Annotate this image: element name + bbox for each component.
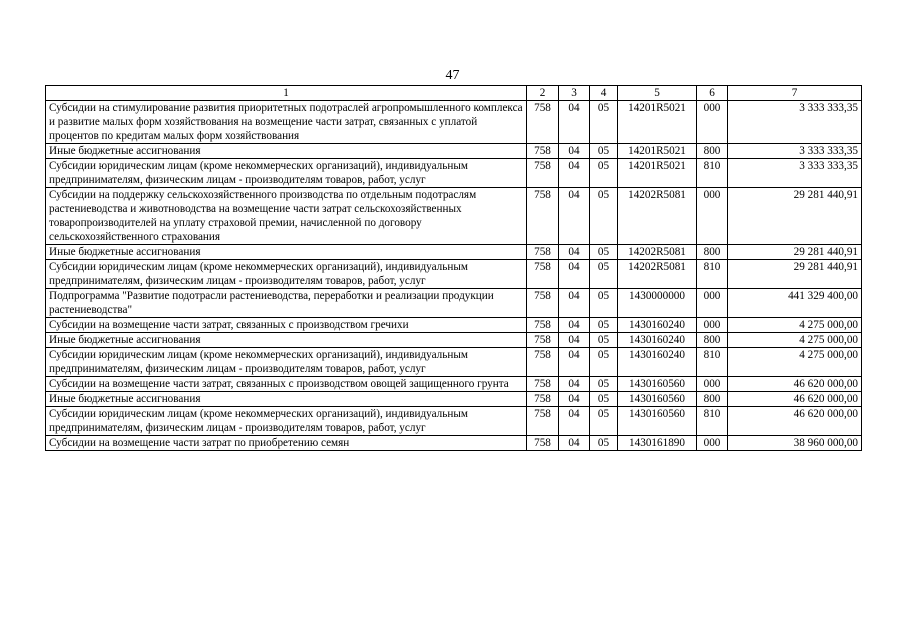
target-article-cell: 14201R5021 — [618, 101, 697, 144]
amount-cell: 3 333 333,35 — [728, 101, 862, 144]
table-row — [46, 436, 862, 451]
subsection-code-cell: 05 — [590, 333, 618, 348]
subsection-code-cell: 05 — [590, 392, 618, 407]
ministry-code-cell: 758 — [527, 144, 559, 159]
row-description: Иные бюджетные ассигнования — [46, 392, 527, 407]
subsection-code-cell: 05 — [590, 144, 618, 159]
amount-cell: 29 281 440,91 — [728, 188, 862, 245]
target-article-cell: 1430161890 — [618, 436, 697, 451]
table-row — [46, 245, 862, 260]
row-description: Субсидии юридическим лицам (кроме некоммерческих организаций), индивидуальным предпринимателям, физическим лицам - производителям товаров, работ, услуг — [46, 348, 527, 377]
section-code-cell: 04 — [559, 348, 590, 377]
amount-cell: 46 620 000,00 — [728, 407, 862, 436]
amount-cell: 441 329 400,00 — [728, 289, 862, 318]
expense-type-cell: 800 — [697, 245, 728, 260]
subsection-code-cell: 05 — [590, 260, 618, 289]
row-description: Подпрограмма "Развитие подотрасли растениеводства, переработки и реализации продукции растениеводства" — [46, 289, 527, 318]
section-code-cell: 04 — [559, 260, 590, 289]
section-code-cell: 04 — [559, 407, 590, 436]
ministry-code-cell: 758 — [527, 392, 559, 407]
table-row — [46, 392, 862, 407]
target-article-cell: 14201R5021 — [618, 144, 697, 159]
table-row — [46, 101, 862, 144]
target-article-cell: 14202R5081 — [618, 188, 697, 245]
target-article-cell: 1430160240 — [618, 318, 697, 333]
section-code-cell: 04 — [559, 377, 590, 392]
ministry-code-cell: 758 — [527, 188, 559, 245]
ministry-code-cell: 758 — [527, 245, 559, 260]
ministry-code-cell: 758 — [527, 101, 559, 144]
ministry-code-cell: 758 — [527, 289, 559, 318]
column-header: 5 — [618, 86, 697, 101]
section-code-cell: 04 — [559, 144, 590, 159]
ministry-code-cell: 758 — [527, 407, 559, 436]
expense-type-cell: 000 — [697, 377, 728, 392]
target-article-cell: 1430160240 — [618, 348, 697, 377]
target-article-cell: 1430000000 — [618, 289, 697, 318]
row-description: Субсидии юридическим лицам (кроме некоммерческих организаций), индивидуальным предпринимателям, физическим лицам - производителям товаров, работ, услуг — [46, 159, 527, 188]
subsection-code-cell: 05 — [590, 436, 618, 451]
section-code-cell: 04 — [559, 101, 590, 144]
table-row — [46, 144, 862, 159]
section-code-cell: 04 — [559, 188, 590, 245]
section-code-cell: 04 — [559, 318, 590, 333]
amount-cell: 38 960 000,00 — [728, 436, 862, 451]
row-description: Иные бюджетные ассигнования — [46, 144, 527, 159]
column-header: 1 — [46, 86, 527, 101]
table-row — [46, 188, 862, 245]
subsection-code-cell: 05 — [590, 159, 618, 188]
expense-type-cell: 000 — [697, 318, 728, 333]
table-row — [46, 318, 862, 333]
subsection-code-cell: 05 — [590, 348, 618, 377]
ministry-code-cell: 758 — [527, 348, 559, 377]
section-code-cell: 04 — [559, 159, 590, 188]
subsection-code-cell: 05 — [590, 289, 618, 318]
expense-type-cell: 800 — [697, 144, 728, 159]
target-article-cell: 1430160240 — [618, 333, 697, 348]
row-description: Субсидии на поддержку сельскохозяйственного производства по отдельным подотраслям растениеводства и животноводства на возмещение части затрат сельскохозяйственных товаропроизводителей на уплату страховой премии, начисленной по договору сельскохозяйственного страхования — [46, 188, 527, 245]
section-code-cell: 04 — [559, 289, 590, 318]
ministry-code-cell: 758 — [527, 377, 559, 392]
subsection-code-cell: 05 — [590, 101, 618, 144]
subsection-code-cell: 05 — [590, 377, 618, 392]
column-header: 4 — [590, 86, 618, 101]
table-row — [46, 260, 862, 289]
row-description: Субсидии на возмещение части затрат по приобретению семян — [46, 436, 527, 451]
target-article-cell: 14202R5081 — [618, 260, 697, 289]
table-row — [46, 289, 862, 318]
expense-type-cell: 810 — [697, 407, 728, 436]
budget-table — [45, 85, 862, 451]
table-row — [46, 407, 862, 436]
expense-type-cell: 810 — [697, 260, 728, 289]
subsection-code-cell: 05 — [590, 318, 618, 333]
target-article-cell: 14201R5021 — [618, 159, 697, 188]
section-code-cell: 04 — [559, 333, 590, 348]
amount-cell: 4 275 000,00 — [728, 318, 862, 333]
section-code-cell: 04 — [559, 392, 590, 407]
subsection-code-cell: 05 — [590, 188, 618, 245]
ministry-code-cell: 758 — [527, 260, 559, 289]
row-description: Субсидии на возмещение части затрат, связанных с производством гречихи — [46, 318, 527, 333]
expense-type-cell: 000 — [697, 188, 728, 245]
row-description: Субсидии на возмещение части затрат, связанных с производством овощей защищенного грунта — [46, 377, 527, 392]
column-header: 6 — [697, 86, 728, 101]
target-article-cell: 14202R5081 — [618, 245, 697, 260]
amount-cell: 46 620 000,00 — [728, 377, 862, 392]
ministry-code-cell: 758 — [527, 318, 559, 333]
amount-cell: 3 333 333,35 — [728, 144, 862, 159]
amount-cell: 29 281 440,91 — [728, 260, 862, 289]
expense-type-cell: 810 — [697, 348, 728, 377]
table-row — [46, 333, 862, 348]
row-description: Иные бюджетные ассигнования — [46, 333, 527, 348]
section-code-cell: 04 — [559, 245, 590, 260]
column-header: 2 — [527, 86, 559, 101]
ministry-code-cell: 758 — [527, 436, 559, 451]
expense-type-cell: 000 — [697, 101, 728, 144]
amount-cell: 46 620 000,00 — [728, 392, 862, 407]
target-article-cell: 1430160560 — [618, 407, 697, 436]
expense-type-cell: 800 — [697, 333, 728, 348]
target-article-cell: 1430160560 — [618, 392, 697, 407]
row-description: Субсидии юридическим лицам (кроме некоммерческих организаций), индивидуальным предпринимателям, физическим лицам - производителям товаров, работ, услуг — [46, 407, 527, 436]
expense-type-cell: 810 — [697, 159, 728, 188]
expense-type-cell: 000 — [697, 289, 728, 318]
row-description: Иные бюджетные ассигнования — [46, 245, 527, 260]
ministry-code-cell: 758 — [527, 159, 559, 188]
row-description: Субсидии на стимулирование развития приоритетных подотраслей агропромышленного комплекса и развитие малых форм хозяйствования на возмещение части затрат, связанных с уплатой процентов по кредитам малых форм хозяйствования — [46, 101, 527, 144]
target-article-cell: 1430160560 — [618, 377, 697, 392]
expense-type-cell: 800 — [697, 392, 728, 407]
table-row — [46, 159, 862, 188]
amount-cell: 4 275 000,00 — [728, 348, 862, 377]
subsection-code-cell: 05 — [590, 245, 618, 260]
table-row — [46, 348, 862, 377]
column-header: 3 — [559, 86, 590, 101]
page-number: 47 — [445, 68, 460, 83]
amount-cell: 3 333 333,35 — [728, 159, 862, 188]
ministry-code-cell: 758 — [527, 333, 559, 348]
section-code-cell: 04 — [559, 436, 590, 451]
table-row — [46, 377, 862, 392]
column-header: 7 — [728, 86, 862, 101]
table-header-row — [46, 86, 862, 101]
amount-cell: 29 281 440,91 — [728, 245, 862, 260]
expense-type-cell: 000 — [697, 436, 728, 451]
row-description: Субсидии юридическим лицам (кроме некоммерческих организаций), индивидуальным предпринимателям, физическим лицам - производителям товаров, работ, услуг — [46, 260, 527, 289]
amount-cell: 4 275 000,00 — [728, 333, 862, 348]
subsection-code-cell: 05 — [590, 407, 618, 436]
